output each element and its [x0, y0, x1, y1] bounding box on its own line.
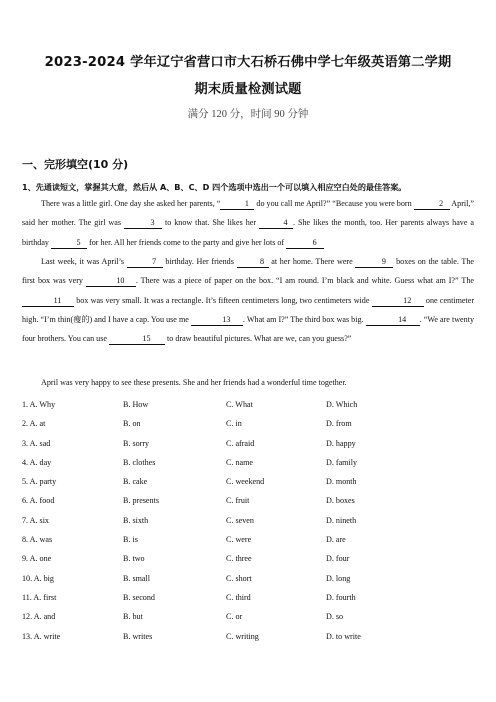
option: C. name	[226, 457, 253, 467]
option: 1. A. Why	[22, 400, 56, 409]
option: B. cake	[123, 477, 148, 487]
option: 11. A. first	[22, 592, 57, 602]
option: B. but	[123, 612, 143, 622]
option-row	[22, 453, 482, 472]
option-row	[22, 607, 482, 626]
option: D. long	[326, 573, 351, 583]
blank-14: 14	[366, 314, 420, 326]
answer-options	[22, 395, 482, 646]
option: C. short	[226, 573, 252, 583]
option: C. were	[226, 535, 252, 545]
passage-text: . What am I?” The third box was big.	[242, 314, 366, 324]
option: C. in	[226, 419, 242, 429]
option: 13. A. write	[22, 631, 61, 641]
option: B. How	[123, 400, 149, 409]
option-row	[22, 588, 482, 607]
blank-1: 1	[220, 198, 254, 210]
blank-8: 8	[237, 256, 269, 268]
option: D. month	[326, 477, 357, 487]
option: D. from	[326, 419, 352, 429]
option: D. Which	[326, 400, 358, 409]
option-row	[22, 511, 482, 530]
blank-13: 13	[191, 314, 243, 326]
passage-text: birthday. Her friends	[162, 257, 237, 266]
passage-text: Last week, it was April’s	[41, 257, 127, 266]
blank-6: 6	[286, 237, 324, 249]
option: 5. A. party	[22, 477, 57, 487]
option: D. happy	[326, 438, 356, 448]
passage-text: There was a little girl. One day she asked her parents, “	[41, 199, 221, 208]
option: 2. A. at	[22, 419, 46, 429]
option-row	[22, 472, 482, 491]
option-row	[22, 434, 482, 453]
option-row	[22, 569, 482, 588]
passage-paragraph-1	[22, 194, 474, 252]
blank-10: 10	[86, 275, 136, 287]
passage-text: . There was a piece of paper on the box. “I am round. I’m black and white. Guess what am I?” The	[135, 276, 474, 286]
passage-text: do you call me April?” “Because you were born	[254, 199, 414, 208]
option: 4. A. day	[22, 457, 52, 467]
option: D. boxes	[326, 496, 355, 506]
option: C. afraid	[226, 438, 255, 448]
option: B. is	[123, 535, 138, 545]
passage-paragraph-2	[22, 252, 474, 348]
document-title-line-2: 期末质量检测试题	[194, 82, 302, 97]
passage-text: one centimeter high. “I’m thin(瘦的) and I have a cap. You use me	[22, 295, 475, 324]
option-row	[22, 627, 482, 646]
option: C. weekend	[226, 477, 265, 487]
option: C. third	[226, 592, 251, 602]
option: B. on	[123, 419, 141, 429]
option: 12. A. and	[22, 612, 56, 622]
option: 7. A. six	[22, 515, 49, 525]
option: D. are	[326, 535, 346, 545]
option: C. What	[226, 400, 253, 409]
passage-text: to know that. She likes her	[161, 218, 259, 228]
passage-text: April was very happy to see these presents. She and her friends had a wonderful time together.	[41, 378, 347, 387]
blank-4: 4	[259, 217, 293, 229]
option: D. nineth	[326, 515, 357, 525]
blank-7: 7	[127, 256, 163, 268]
option: B. sorry	[123, 438, 150, 448]
option: D. four	[326, 554, 350, 564]
option: C. three	[226, 554, 252, 564]
passage-text: box was very small. It was a rectangle. It’s fifteen centimeters long, two centimeters wide	[74, 295, 372, 305]
blank-9: 9	[355, 256, 393, 268]
blank-3: 3	[124, 217, 162, 229]
option-row	[22, 395, 482, 414]
option: 3. A. sad	[22, 438, 51, 448]
passage-text: to draw beautiful pictures. What are we, can you guess?”	[165, 334, 352, 344]
option: 8. A. was	[22, 535, 53, 545]
option: B. second	[123, 592, 155, 602]
blank-2: 2	[414, 198, 450, 210]
option: 6. A. food	[22, 496, 55, 506]
option: B. presents	[123, 496, 159, 506]
option: C. seven	[226, 515, 254, 525]
question-instruction: 1、先通读短文，掌握其大意，然后从 A、B、C、D 四个选项中选出一个可以填入相应空白处的最佳答案。	[22, 182, 407, 192]
option: B. sixth	[123, 515, 149, 525]
blank-11: 11	[22, 295, 74, 307]
option: C. or	[226, 612, 243, 622]
option: 10. A. big	[22, 573, 54, 583]
option: D. fourth	[326, 592, 356, 602]
option: B. writes	[123, 631, 153, 641]
passage-text: April,” said her mother. The girl was	[22, 199, 475, 228]
option: D. to write	[326, 631, 361, 641]
passage-text: at her home. There were	[268, 257, 356, 266]
passage-text: . “We are twenty four brothers. You can use	[22, 314, 474, 344]
blank-15: 15	[109, 333, 165, 345]
passage-text: for her. All her friends come to the party and give her lots of	[87, 237, 287, 247]
option: D. so	[326, 612, 344, 622]
exam-info: 满分 120 分，时间 90 分钟	[187, 109, 309, 120]
option-row	[22, 530, 482, 549]
option-row	[22, 549, 482, 568]
option: B. small	[123, 573, 150, 583]
blank-12: 12	[372, 295, 424, 307]
option-row	[22, 491, 482, 510]
option: B. clothes	[123, 457, 156, 467]
option: B. two	[123, 554, 145, 564]
passage-paragraph-3	[22, 373, 474, 392]
section-heading: 一、完形填空(10 分)	[22, 158, 129, 171]
option: 9. A. one	[22, 554, 52, 564]
document-title-line-1: 2023-2024 学年辽宁省营口市大石桥石佛中学七年级英语第二学期	[44, 55, 452, 70]
option: C. writing	[226, 631, 259, 641]
option: D. family	[326, 457, 358, 467]
option-row	[22, 414, 482, 433]
blank-5: 5	[51, 237, 87, 249]
passage-text: boxes on the table. The first box was very	[22, 257, 474, 286]
passage-text: . She likes the month, too. Her parents always have a birthday	[22, 218, 474, 247]
option: C. fruit	[226, 496, 250, 506]
